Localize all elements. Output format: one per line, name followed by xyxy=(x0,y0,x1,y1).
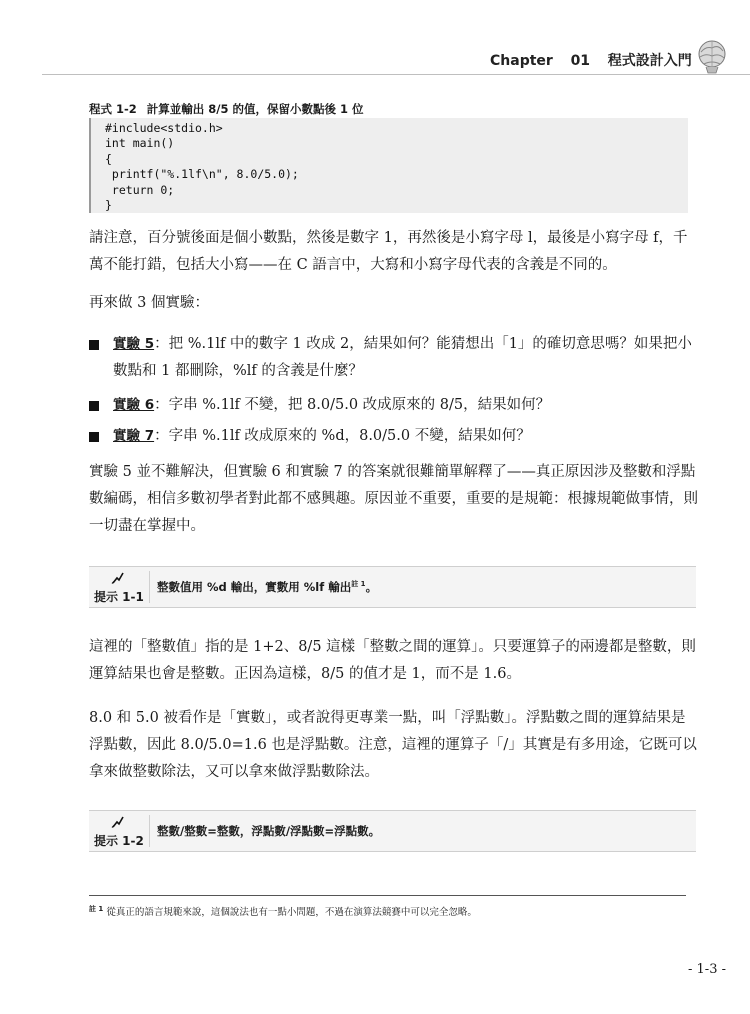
pen-icon xyxy=(111,816,125,828)
listing-caption xyxy=(89,101,364,117)
list-item xyxy=(89,423,699,450)
tip-text xyxy=(157,579,377,595)
footnote-mark: 註 1 xyxy=(89,905,104,913)
footnote-divider xyxy=(89,895,686,896)
listing-caption-text: 計算並輸出 8/5 的值，保留小數點後 1 位 xyxy=(146,102,364,116)
tip-text: 整數/整數=整數，浮點數/浮點數=浮點數。 xyxy=(157,824,381,838)
tip-number: 提示 1-1 xyxy=(94,590,144,604)
header-divider xyxy=(42,74,750,75)
chapter-heading xyxy=(490,50,692,70)
list-item xyxy=(89,392,699,419)
tip-divider xyxy=(149,815,150,847)
experiment-label: 實驗 5 xyxy=(113,336,155,352)
tip-end: 。 xyxy=(365,580,378,594)
bullet-square-icon xyxy=(89,401,99,411)
tip-number: 提示 1-2 xyxy=(94,834,144,848)
bullet-square-icon xyxy=(89,432,99,442)
tip-label xyxy=(89,567,147,607)
experiment-text: ：把 %.1lf 中的數字 1 改成 2，結果如何？能猜想出「1」的確切意思嗎？如果把小數點和 1 都刪除，%lf 的含義是什麼？ xyxy=(113,336,692,379)
paragraph-format-explanation: 請注意，百分號後面是個小數點，然後是數字 1，再然後是小寫字母 l，最後是小寫字母 f，千萬不能打錯，包括大小寫——在 C 語言中，大寫和小寫字母代表的含義是不同的。 xyxy=(89,230,688,273)
paragraph-integer-values: 這裡的「整數值」指的是 1+2、8/5 這樣「整數之間的運算」。只要運算子的兩邊都是整數，則運算結果也會是整數。正因為這樣，8/5 的值才是 1，而不是 1.6。 xyxy=(89,639,696,682)
paragraph-experiments-intro: 再來做 3 個實驗： xyxy=(89,295,209,311)
page-number: - 1-3 - xyxy=(688,962,726,977)
code-block xyxy=(89,118,688,213)
listing-label: 程式 1-2 xyxy=(89,102,137,116)
brain-globe-icon xyxy=(694,38,730,74)
footnote-text: 從真正的語言規範來說，這個說法也有一點小問題，不過在演算法競賽中可以完全忽略。 xyxy=(106,907,477,919)
experiment-text: ：字串 %.1lf 不變，把 8.0/5.0 改成原來的 8/5，結果如何？ xyxy=(154,397,551,413)
chapter-title: 程式設計入門 xyxy=(607,53,692,69)
paragraph-floating-point: 8.0 和 5.0 被看作是「實數」，或者說得更專業一點，叫「浮點數」。浮點數之間的運算結果是浮點數，因此 8.0/5.0=1.6 也是浮點數。注意，這裡的運算子「/」其實是有多用途，它既可以拿來做整數除法，又可以拿來做浮點數除法。 xyxy=(89,710,697,780)
experiment-label: 實驗 7 xyxy=(113,428,155,444)
bullet-square-icon xyxy=(89,340,99,350)
tip-label xyxy=(89,811,147,851)
chapter-number: 01 xyxy=(570,53,591,69)
chapter-label: Chapter xyxy=(490,53,553,69)
tip-sentence: 整數值用 %d 輸出，實數用 %lf 輸出 xyxy=(157,580,352,594)
paragraph-experiment-discussion: 實驗 5 並不難解決，但實驗 6 和實驗 7 的答案就很難簡單解釋了——真正原因涉及整數和浮點數編碼，相信多數初學者對此都不感興趣。原因並不重要，重要的是規範：根據規範做事情，則一切盡在掌握中。 xyxy=(89,464,698,534)
experiment-label: 實驗 6 xyxy=(113,397,155,413)
tip-box xyxy=(89,810,696,852)
footnote xyxy=(89,904,477,918)
list-item xyxy=(89,331,699,385)
tip-divider xyxy=(149,571,150,603)
footnote-ref: 註 1 xyxy=(351,580,366,589)
code-text: #include<stdio.h> int main() { printf("%.1lf\n", 8.0/5.0); return 0; } xyxy=(105,121,299,213)
pen-icon xyxy=(111,572,125,584)
experiment-text: ：字串 %.1lf 改成原來的 %d，8.0/5.0 不變，結果如何？ xyxy=(154,428,531,444)
tip-box xyxy=(89,566,696,608)
